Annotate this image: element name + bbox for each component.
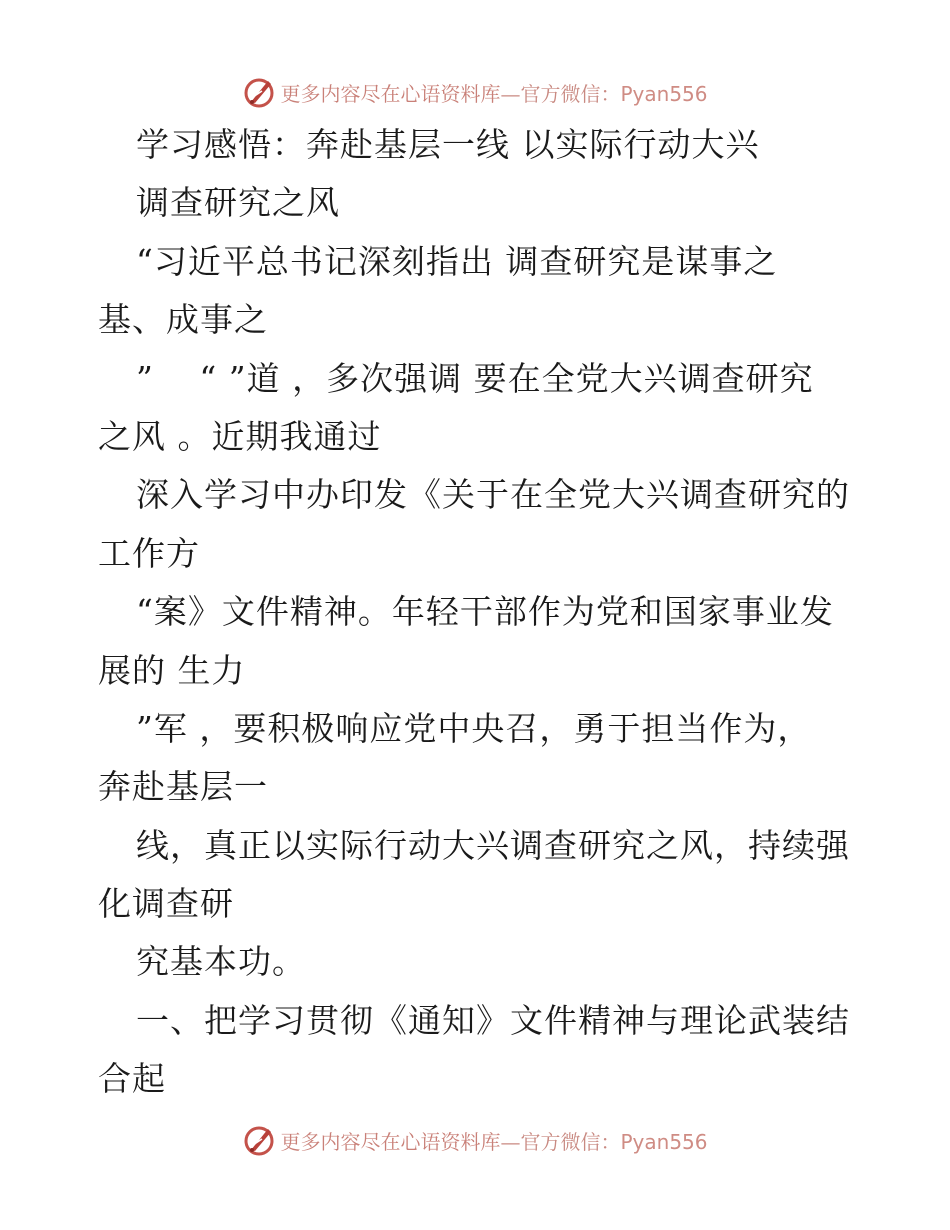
text-line: 之风 。近期我通过 — [98, 416, 382, 456]
watermark-text — [280, 1126, 707, 1155]
text-line: 线，真正以实际行动大兴调查研究之风，持续强 — [136, 825, 850, 865]
text-line: ”军 ，要积极响应党中央召，勇于担当作为， — [136, 708, 812, 748]
watermark-wechat-id: Pyan556 — [620, 1129, 708, 1154]
text-line-title-2: 调查研究之风 — [136, 183, 340, 223]
text-line: “习近平总书记深刻指出 调查研究是谋事之 — [136, 241, 778, 281]
quill-pen-logo-icon — [242, 1123, 276, 1157]
section-heading-line: 一、把学习贯彻《通知》文件精神与理论武装结 — [136, 1000, 850, 1040]
text-line: 展的 生力 — [98, 650, 246, 690]
text-line: 基、成事之 — [98, 300, 268, 340]
text-line: “案》文件精神。年轻干部作为党和国家事业发 — [136, 592, 834, 632]
text-line: 奔赴基层一 — [98, 767, 268, 807]
footer-watermark — [0, 1118, 950, 1162]
watermark-text — [280, 78, 707, 107]
watermark-prefix: 更多内容尽在心语资料库 — [280, 81, 501, 106]
watermark-suffix: 官方微信： — [520, 1129, 621, 1154]
watermark-dash: — — [500, 81, 521, 106]
text-line-title-1: 学习感悟：奔赴基层一线 以实际行动大兴 — [136, 125, 760, 164]
watermark-suffix: 官方微信： — [520, 81, 621, 106]
watermark-prefix: 更多内容尽在心语资料库 — [280, 1129, 501, 1154]
text-line: 究基本功。 — [136, 942, 306, 982]
text-line: 深入学习中办印发《关于在全党大兴调查研究的 — [136, 475, 850, 515]
text-line: 合起 — [98, 1059, 166, 1099]
text-line: 化调查研 — [98, 884, 234, 924]
header-watermark — [0, 70, 950, 114]
text-line: 工作方 — [98, 533, 200, 573]
text-line: ” “ ”道 ，多次强调 要在全党大兴调查研究 — [136, 358, 814, 398]
document-body — [98, 116, 858, 1109]
quill-pen-logo-icon — [242, 75, 276, 109]
watermark-dash: — — [500, 1129, 521, 1154]
watermark-wechat-id: Pyan556 — [620, 81, 708, 106]
